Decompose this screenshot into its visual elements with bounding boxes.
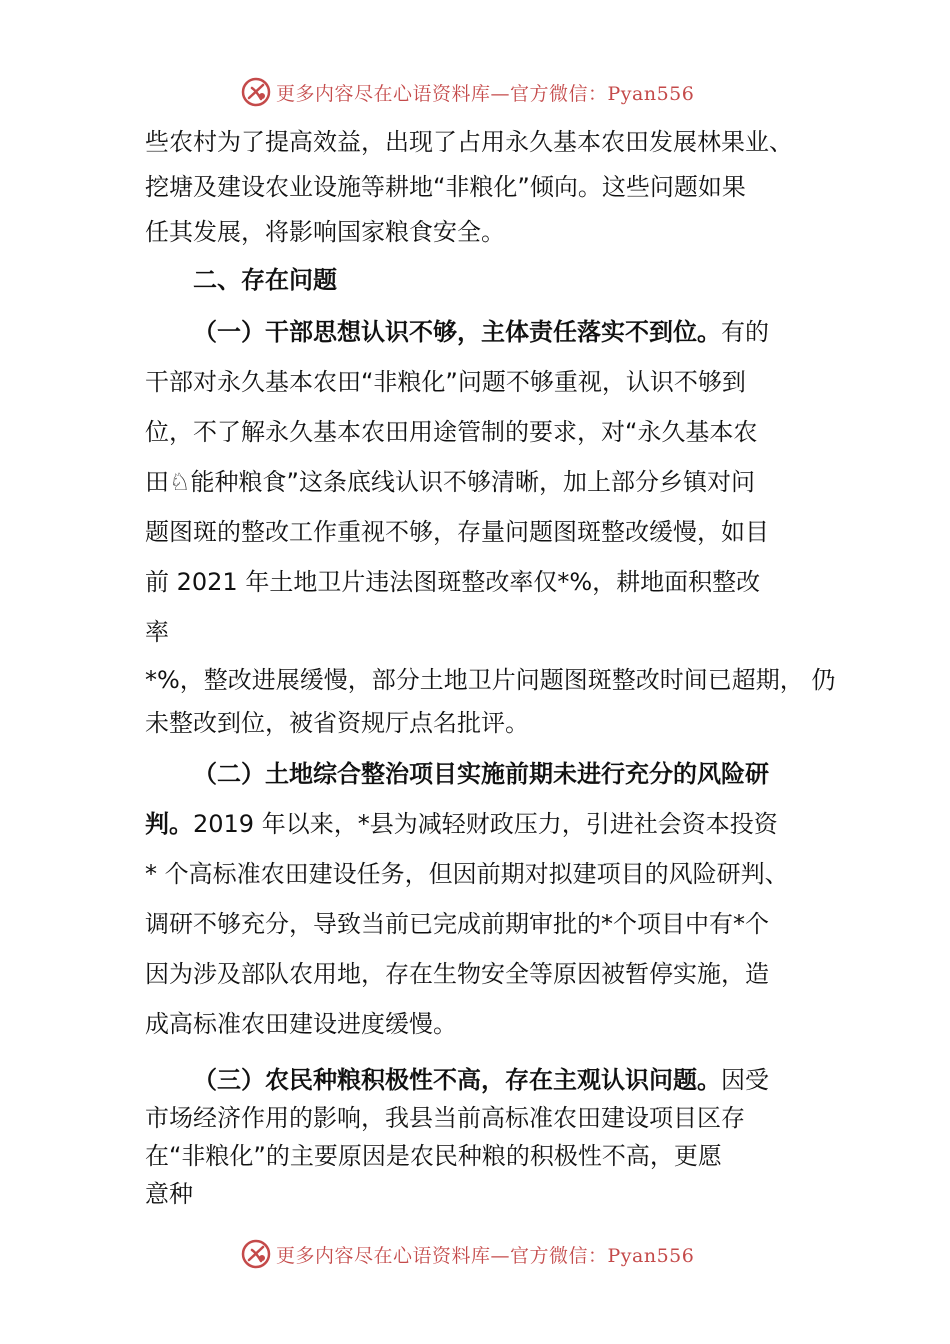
text-line: 调研不够充分，导致当前已完成前期审批的*个项目中有*个 [145,910,769,938]
paragraph-section-2 [145,749,815,1049]
text-run: 因受 [721,1066,769,1094]
watermark-text: 更多内容尽在心语资料库—官方微信：Pyan556 [276,82,695,105]
text-line: 挖塘及建设农业设施等耕地“非粮化”倾向。这些问题如果 [145,173,746,201]
text-line: 些农村为了提高效益，出现了占用永久基本农田发展林果业、 [145,128,793,156]
document-body [145,120,836,1213]
text-line: 市场经济作用的影响，我县当前高标准农田建设项目区存 [145,1104,745,1132]
seal-logo-icon [240,1238,272,1270]
text-line: 未整改到位，被省资规厅点名批评。 [145,709,529,737]
text-line: 成高标准农田建设进度缓慢。 [145,1010,457,1038]
text-line: 题图斑的整改工作重视不够，存量问题图斑整改缓慢，如目 [145,518,769,546]
seal-logo-icon [240,76,272,108]
section-heading [145,257,815,303]
text-line: 前 2021 年土地卫片违法图斑整改率仅*%，耕地面积整改 [145,568,761,596]
paragraph-section-1 [145,307,836,743]
text-run: 2019 年以来，*县为减轻财政压力，引进社会资本投资 [193,810,778,838]
heading-text: 二、存在问题 [193,266,337,294]
watermark-banner-bottom [240,1236,760,1272]
text-line: 在“非粮化”的主要原因是农民种粮的积极性不高，更愿 [145,1142,722,1170]
text-run: 有的 [721,318,769,346]
watermark-text: 更多内容尽在心语资料库—官方微信：Pyan556 [276,1244,695,1267]
subheading-2: （二）土地综合整治项目实施前期未进行充分的风险研 [193,760,769,788]
text-line: 任其发展，将影响国家粮食安全。 [145,218,505,246]
text-line: 干部对永久基本农田“非粮化”问题不够重视，认识不够到 [145,368,746,396]
subheading-3: （三）农民种粮积极性不高，存在主观认识问题。 [193,1066,721,1094]
text-line: 位，不了解永久基本农田用途管制的要求，对“永久基本农 [145,418,758,446]
text-line: 率 [145,618,169,646]
text-line: *%，整改进展缓慢，部分土地卫片问题图斑整改时间已超期， 仍 [145,666,836,694]
text-line: 意种 [145,1180,193,1208]
paragraph-intro [145,120,815,255]
subheading-2-end: 判。 [145,810,193,838]
paragraph-section-3 [145,1061,815,1213]
subheading-1: （一）干部思想认识不够，主体责任落实不到位。 [193,318,721,346]
text-line: * 个高标准农田建设任务，但因前期对拟建项目的风险研判、 [145,860,789,888]
text-line: 田♘能种粮食”这条底线认识不够清晰，加上部分乡镇对问 [145,468,755,496]
text-line: 因为涉及部队农用地，存在生物安全等原因被暂停实施，造 [145,960,769,988]
watermark-banner-top [240,74,760,110]
